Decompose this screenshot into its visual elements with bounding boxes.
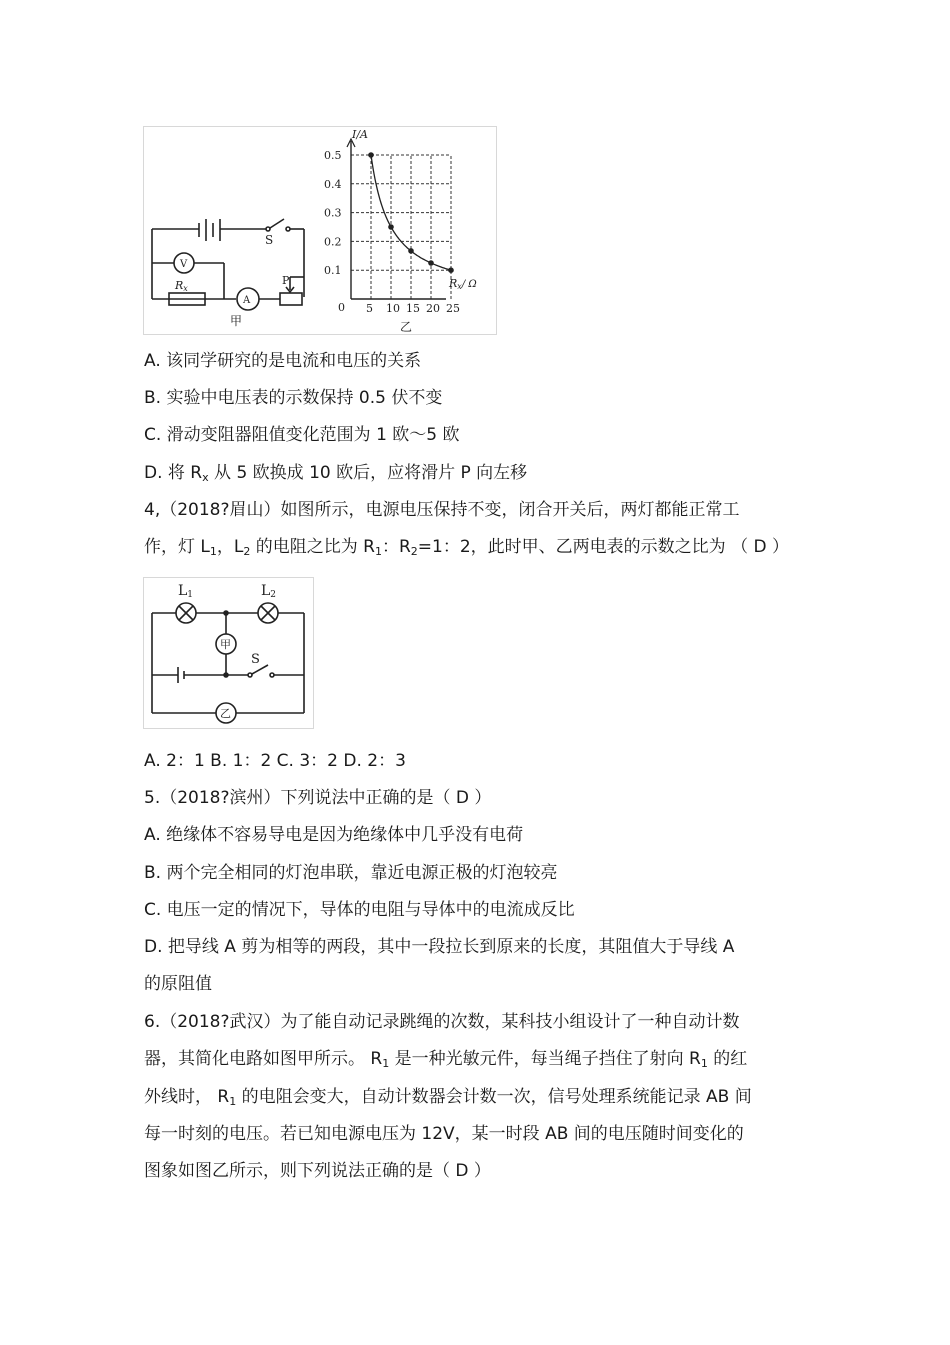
- x-tick-label: 15: [406, 302, 420, 315]
- y-tick-label: 0.2: [324, 235, 342, 249]
- axis-tick-labels: [324, 149, 460, 315]
- y-tick-label: 0.4: [324, 177, 342, 191]
- q4-stem-line1: 4,（2018?眉山）如图所示，电源电压保持不变，闭合开关后，两灯都能正常工: [144, 500, 740, 520]
- q3-option-a: A. 该同学研究的是电流和电压的关系: [144, 351, 422, 371]
- y-tick-label: 0.1: [324, 264, 342, 278]
- q5-option-a: A. 绝缘体不容易导电是因为绝缘体中几乎没有电荷: [144, 825, 524, 845]
- y-tick-label: 0.5: [324, 149, 342, 162]
- circuit-diagram: [152, 219, 304, 310]
- q5-option-c: C. 电压一定的情况下，导体的电阻与导体中的电流成反比: [144, 900, 575, 920]
- q5-option-d-line2: 的原阻值: [144, 974, 212, 994]
- switch-label: S: [265, 233, 274, 247]
- q4-stem-line2: 作，灯 $L_1$，$L_2$ 的电阻之比为 $R_1$：$R_2=1$：2，此时甲、乙两电表的示数之比为 （ D ）: [144, 537, 789, 558]
- q6-stem-line3: 外线时， $R_1$ 的电阻会变大，自动计数器会计数一次，信号处理系统能记录 AB 间: [144, 1087, 752, 1108]
- x-tick-label: 10: [386, 302, 400, 315]
- data-point: [448, 267, 454, 273]
- lamp-l1-label: L1: [178, 583, 194, 600]
- y-tick-label: 0.3: [324, 206, 342, 220]
- q5-option-d-line1: D. 把导线 A 剪为相等的两段，其中一段拉长到原来的长度，其阻值大于导线 A: [144, 937, 735, 957]
- switch-s-label: S: [251, 652, 260, 667]
- circuit-graph-svg: [144, 127, 496, 334]
- y-axis-label: I/A: [352, 128, 368, 141]
- q5-option-b: B. 两个完全相同的灯泡串联，靠近电源正极的灯泡较亮: [144, 863, 558, 883]
- q3-option-c: C. 滑动变阻器阻值变化范围为 1 欧～5 欧: [144, 425, 460, 445]
- figure-q4-circuit: [143, 577, 314, 729]
- data-point: [368, 152, 374, 158]
- graph-grid: [351, 155, 451, 299]
- q4-circuit-svg: [144, 578, 313, 728]
- x-axis-label: Rx/ Ω: [449, 277, 477, 291]
- rx-label: Rx: [175, 279, 188, 293]
- q6-stem-line4: 每一时刻的电压。若已知电源电压为 12V，某一时段 AB 间的电压随时间变化的: [144, 1124, 744, 1144]
- q3-option-b: B. 实验中电压表的示数保持 0.5 伏不变: [144, 388, 443, 408]
- x-tick-label: 25: [446, 302, 460, 315]
- q6-stem-line2: 器，其简化电路如图甲所示。 $R_1$ 是一种光敏元件，每当绳子挡住了射向 $R_1$ 的红: [144, 1049, 748, 1070]
- figure-circuit-and-graph: [143, 126, 497, 335]
- q6-stem-line5: 图象如图乙所示，则下列说法正确的是（ D ）: [144, 1161, 491, 1181]
- lamp-l2-label: L2: [261, 583, 277, 600]
- voltmeter-label: V: [180, 259, 188, 270]
- q5-stem: 5.（2018?滨州）下列说法中正确的是（ D ）: [144, 788, 492, 808]
- x-tick-label: 20: [426, 302, 440, 315]
- slider-label: P: [282, 274, 290, 287]
- ir-graph: [324, 128, 477, 334]
- q6-stem-line1: 6.（2018?武汉）为了能自动记录跳绳的次数，某科技小组设计了一种自动计数: [144, 1012, 740, 1032]
- x-tick-label: 5: [366, 302, 373, 315]
- q4-options: A. 2：1 B. 1：2 C. 3：2 D. 2：3: [144, 751, 406, 771]
- circuit-caption: 甲: [230, 314, 243, 328]
- data-point: [388, 224, 394, 230]
- graph-caption: 乙: [400, 320, 413, 334]
- meter-jia-label: 甲: [220, 638, 231, 651]
- ammeter-label: A: [243, 295, 251, 306]
- origin-label: 0: [338, 301, 345, 314]
- q3-option-d: D. 将 $R_x$ 从 5 欧换成 10 欧后，应将滑片 P 向左移: [144, 463, 528, 484]
- data-point: [408, 248, 414, 254]
- data-point: [428, 260, 434, 266]
- meter-yi-label: 乙: [220, 707, 231, 720]
